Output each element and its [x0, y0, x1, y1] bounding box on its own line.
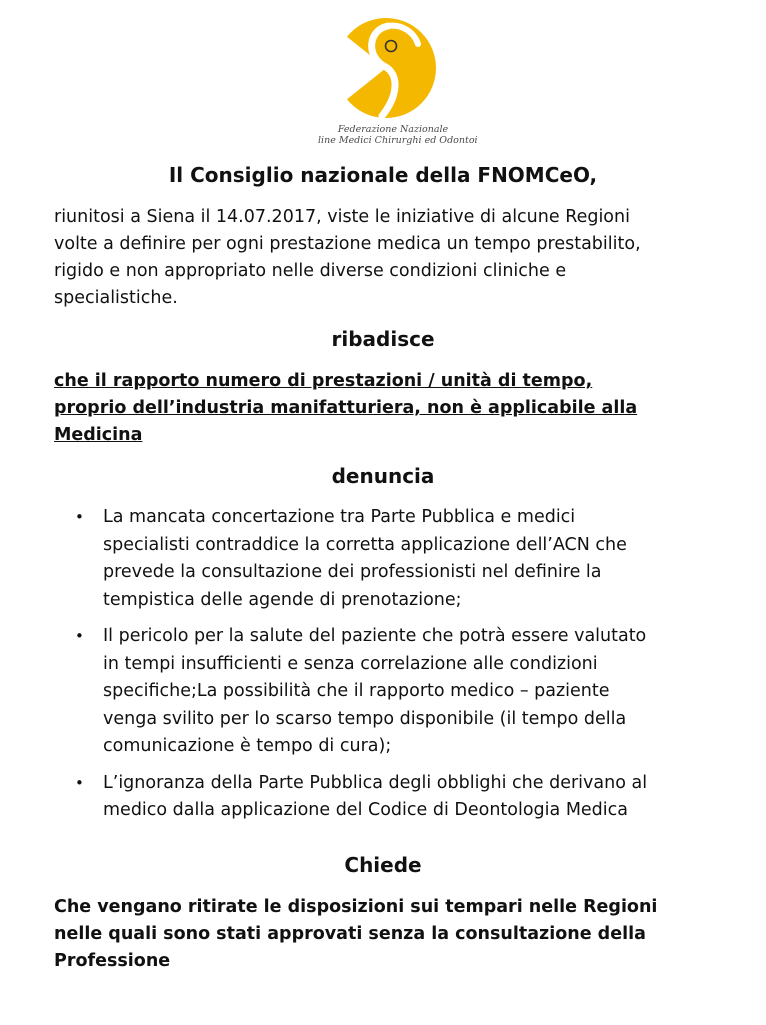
intro-line: riunitosi a Siena il 14.07.2017, viste le iniziative di alcune Regioni	[54, 207, 630, 227]
denuncia-list	[0, 504, 766, 834]
chiede-line: Professione	[54, 951, 171, 971]
intro-line: specialistiche.	[54, 288, 178, 308]
bullet-icon: •	[75, 627, 84, 645]
list-item-line: specialisti contraddice la corretta applicazione dell’ACN che	[103, 534, 627, 555]
list-item-line: in tempi insufficienti e senza correlazione alle condizioni	[103, 653, 598, 674]
list-item	[0, 504, 723, 614]
org-name-line2: line Medici Chirurghi ed Odontoi	[318, 135, 478, 146]
list-item-line: tempistica delle agende di prenotazione;	[103, 589, 462, 610]
list-item-line: specifiche;La possibilità che il rapporto medico – paziente	[103, 681, 610, 701]
intro-line: volte a definire per ogni prestazione medica un tempo prestabilito,	[54, 234, 641, 254]
chiede-statement	[54, 894, 744, 975]
ribadisce-line: che il rapporto numero di prestazioni / unità di tempo,	[54, 371, 593, 391]
org-name-line1: Federazione Nazionale	[337, 124, 449, 135]
list-item-line: comunicazione è tempo di cura);	[103, 736, 392, 756]
bullet-icon: •	[75, 773, 84, 792]
heading-chiede: Chiede	[344, 853, 422, 877]
list-item-line: prevede la consultazione dei professionisti nel definire la	[103, 562, 602, 582]
org-logo	[318, 8, 478, 153]
ribadisce-line: proprio dell’industria manifatturiera, non è applicabile alla	[54, 398, 638, 418]
document-title: Il Consiglio nazionale della FNOMCeO,	[168, 163, 598, 187]
fnomceo-logo-icon	[328, 8, 438, 126]
ribadisce-line: Medicina	[54, 425, 143, 445]
list-item	[0, 623, 723, 761]
chiede-line: Che vengano ritirate le disposizioni sui tempari nelle Regioni	[54, 897, 658, 917]
list-item	[0, 770, 723, 825]
heading-ribadisce: ribadisce	[331, 327, 435, 351]
list-item-line: medico dalla applicazione del Codice di Deontologia Medica	[103, 800, 628, 820]
org-name	[318, 124, 478, 146]
heading-denuncia: denuncia	[331, 464, 435, 488]
list-item-line: venga svilito per lo scarso tempo disponibile (il tempo della	[103, 708, 627, 729]
intro-line: rigido e non appropriato nelle diverse condizioni cliniche e	[54, 261, 567, 281]
chiede-line: nelle quali sono stati approvati senza la consultazione della	[54, 924, 646, 944]
list-item-line: L’ignoranza della Parte Pubblica degli obblighi che derivano al	[103, 772, 648, 793]
list-item-line: La mancata concertazione tra Parte Pubblica e medici	[103, 507, 576, 527]
ribadisce-statement	[54, 368, 734, 449]
list-item-line: Il pericolo per la salute del paziente che potrà essere valutato	[103, 626, 647, 646]
bullet-icon: •	[75, 508, 84, 526]
intro-paragraph	[54, 204, 734, 312]
